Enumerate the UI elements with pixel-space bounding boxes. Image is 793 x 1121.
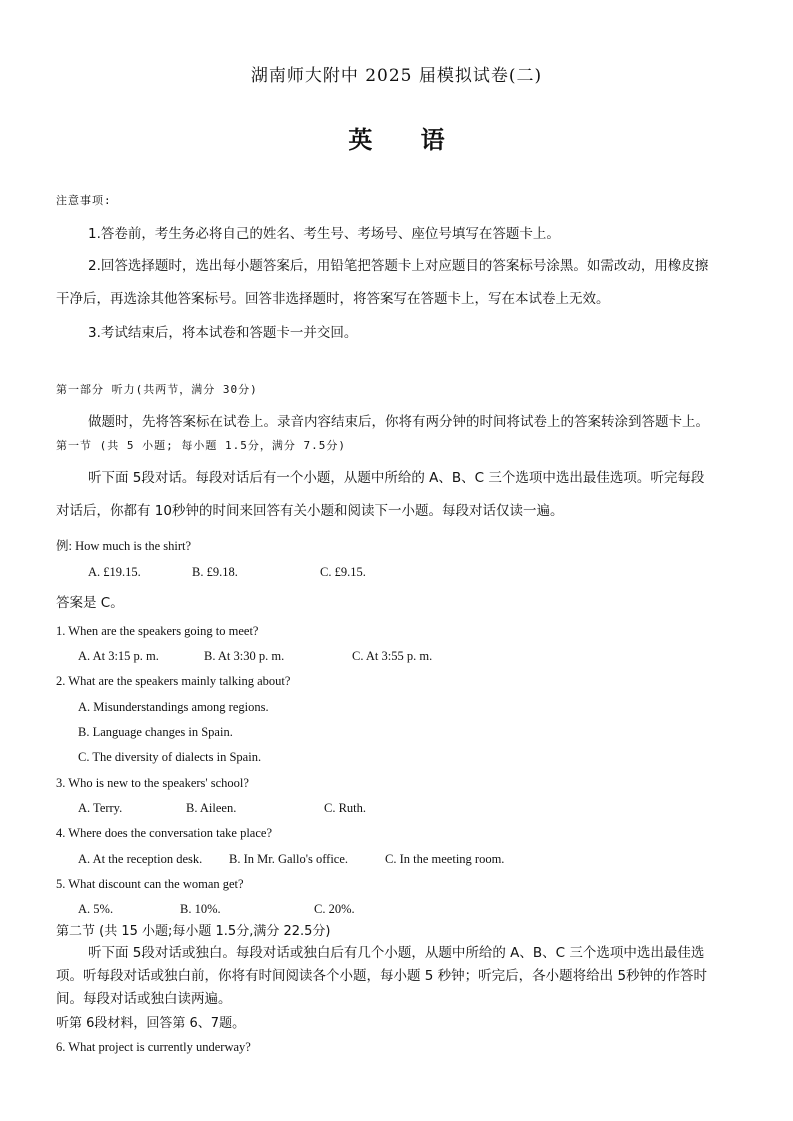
q3-option-c: C. Ruth. xyxy=(324,801,367,815)
q1-option-c: C. At 3:55 p. m. xyxy=(352,649,433,663)
section2-intro-line-2: 项。听每段对话或独白前，你将有时间阅读各个小题，每小题 5 秒钟；听完后，各小题将给出 5秒钟的作答时 xyxy=(56,968,708,984)
notice-item-2-line-2: 干净后，再选涂其他答案标号。回答非选择题时，将答案写在答题卡上，写在本试卷上无效。 xyxy=(56,291,610,307)
exam-title: 湖南师大附中 2025 届模拟试卷(二) xyxy=(250,66,543,86)
part1-intro: 做题时，先将答案标在试卷上。录音内容结束后，你将有两分钟的时间将试卷上的答案转涂到答题卡上。 xyxy=(88,414,709,430)
q4-option-a: A. At the reception desk. xyxy=(78,852,203,866)
section2-heading: 第二节 (共 15 小题;每小题 1.5分,满分 22.5分) xyxy=(56,924,331,939)
question-1: 1. When are the speakers going to meet? xyxy=(56,624,259,638)
q1-option-b: B. At 3:30 p. m. xyxy=(204,649,285,663)
question-3: 3. Who is new to the speakers' school? xyxy=(56,776,249,790)
q4-option-c: C. In the meeting room. xyxy=(385,852,505,866)
q3-option-b: B. Aileen. xyxy=(186,801,237,815)
part1-heading: 第一部分 听力(共两节，满分 30分) xyxy=(56,383,258,396)
question-6: 6. What project is currently underway? xyxy=(56,1040,251,1054)
q5-option-c: C. 20%. xyxy=(314,902,355,916)
q2-option-c: C. The diversity of dialects in Spain. xyxy=(78,750,262,764)
example-option-b: B. £9.18. xyxy=(192,565,238,579)
example-answer: 答案是 C。 xyxy=(56,595,124,611)
q2-option-a: A. Misunderstandings among regions. xyxy=(78,700,269,714)
example-option-a: A. £19.15. xyxy=(88,565,141,579)
question-2: 2. What are the speakers mainly talking about? xyxy=(56,674,291,688)
q5-option-b: B. 10%. xyxy=(180,902,221,916)
section1-intro-line-1: 听下面 5段对话。每段对话后有一个小题，从题中所给的 A、B、C 三个选项中选出最佳选项。听完每段 xyxy=(88,470,705,486)
notice-item-1: 1.答卷前，考生务必将自己的姓名、考生号、考场号、座位号填写在答题卡上。 xyxy=(88,226,560,242)
example-question: 例: How much is the shirt? xyxy=(56,539,192,553)
q5-option-a: A. 5%. xyxy=(78,902,114,916)
q3-option-a: A. Terry. xyxy=(78,801,123,815)
notice-heading: 注意事项: xyxy=(56,194,112,207)
section2-intro-line-1: 听下面 5段对话或独白。每段对话或独白后有几个小题，从题中所给的 A、B、C 三个选项中选出最佳选 xyxy=(88,945,705,961)
subject-title: 英 语 xyxy=(348,125,465,154)
section1-intro-line-2: 对话后，你都有 10秒钟的时间来回答有关小题和阅读下一小题。每段对话仅读一遍。 xyxy=(56,503,564,519)
question-4: 4. Where does the conversation take place? xyxy=(56,826,272,840)
notice-item-2-line-1: 2.回答选择题时，选出每小题答案后，用铅笔把答题卡上对应题目的答案标号涂黑。如需改动，用橡皮擦 xyxy=(88,258,709,274)
notice-item-3: 3.考试结束后，将本试卷和答题卡一并交回。 xyxy=(88,325,358,341)
q1-option-a: A. At 3:15 p. m. xyxy=(78,649,159,663)
question-5: 5. What discount can the woman get? xyxy=(56,877,244,891)
section1-heading: 第一节 (共 5 小题; 每小题 1.5分，满分 7.5分) xyxy=(56,439,346,452)
example-option-c: C. £9.15. xyxy=(320,565,366,579)
q2-option-b: B. Language changes in Spain. xyxy=(78,725,233,739)
section2-intro-line-3: 间。每段对话或独白读两遍。 xyxy=(56,991,232,1007)
q4-option-b: B. In Mr. Gallo's office. xyxy=(229,852,349,866)
material-6-heading: 听第 6段材料，回答第 6、7题。 xyxy=(56,1016,246,1031)
